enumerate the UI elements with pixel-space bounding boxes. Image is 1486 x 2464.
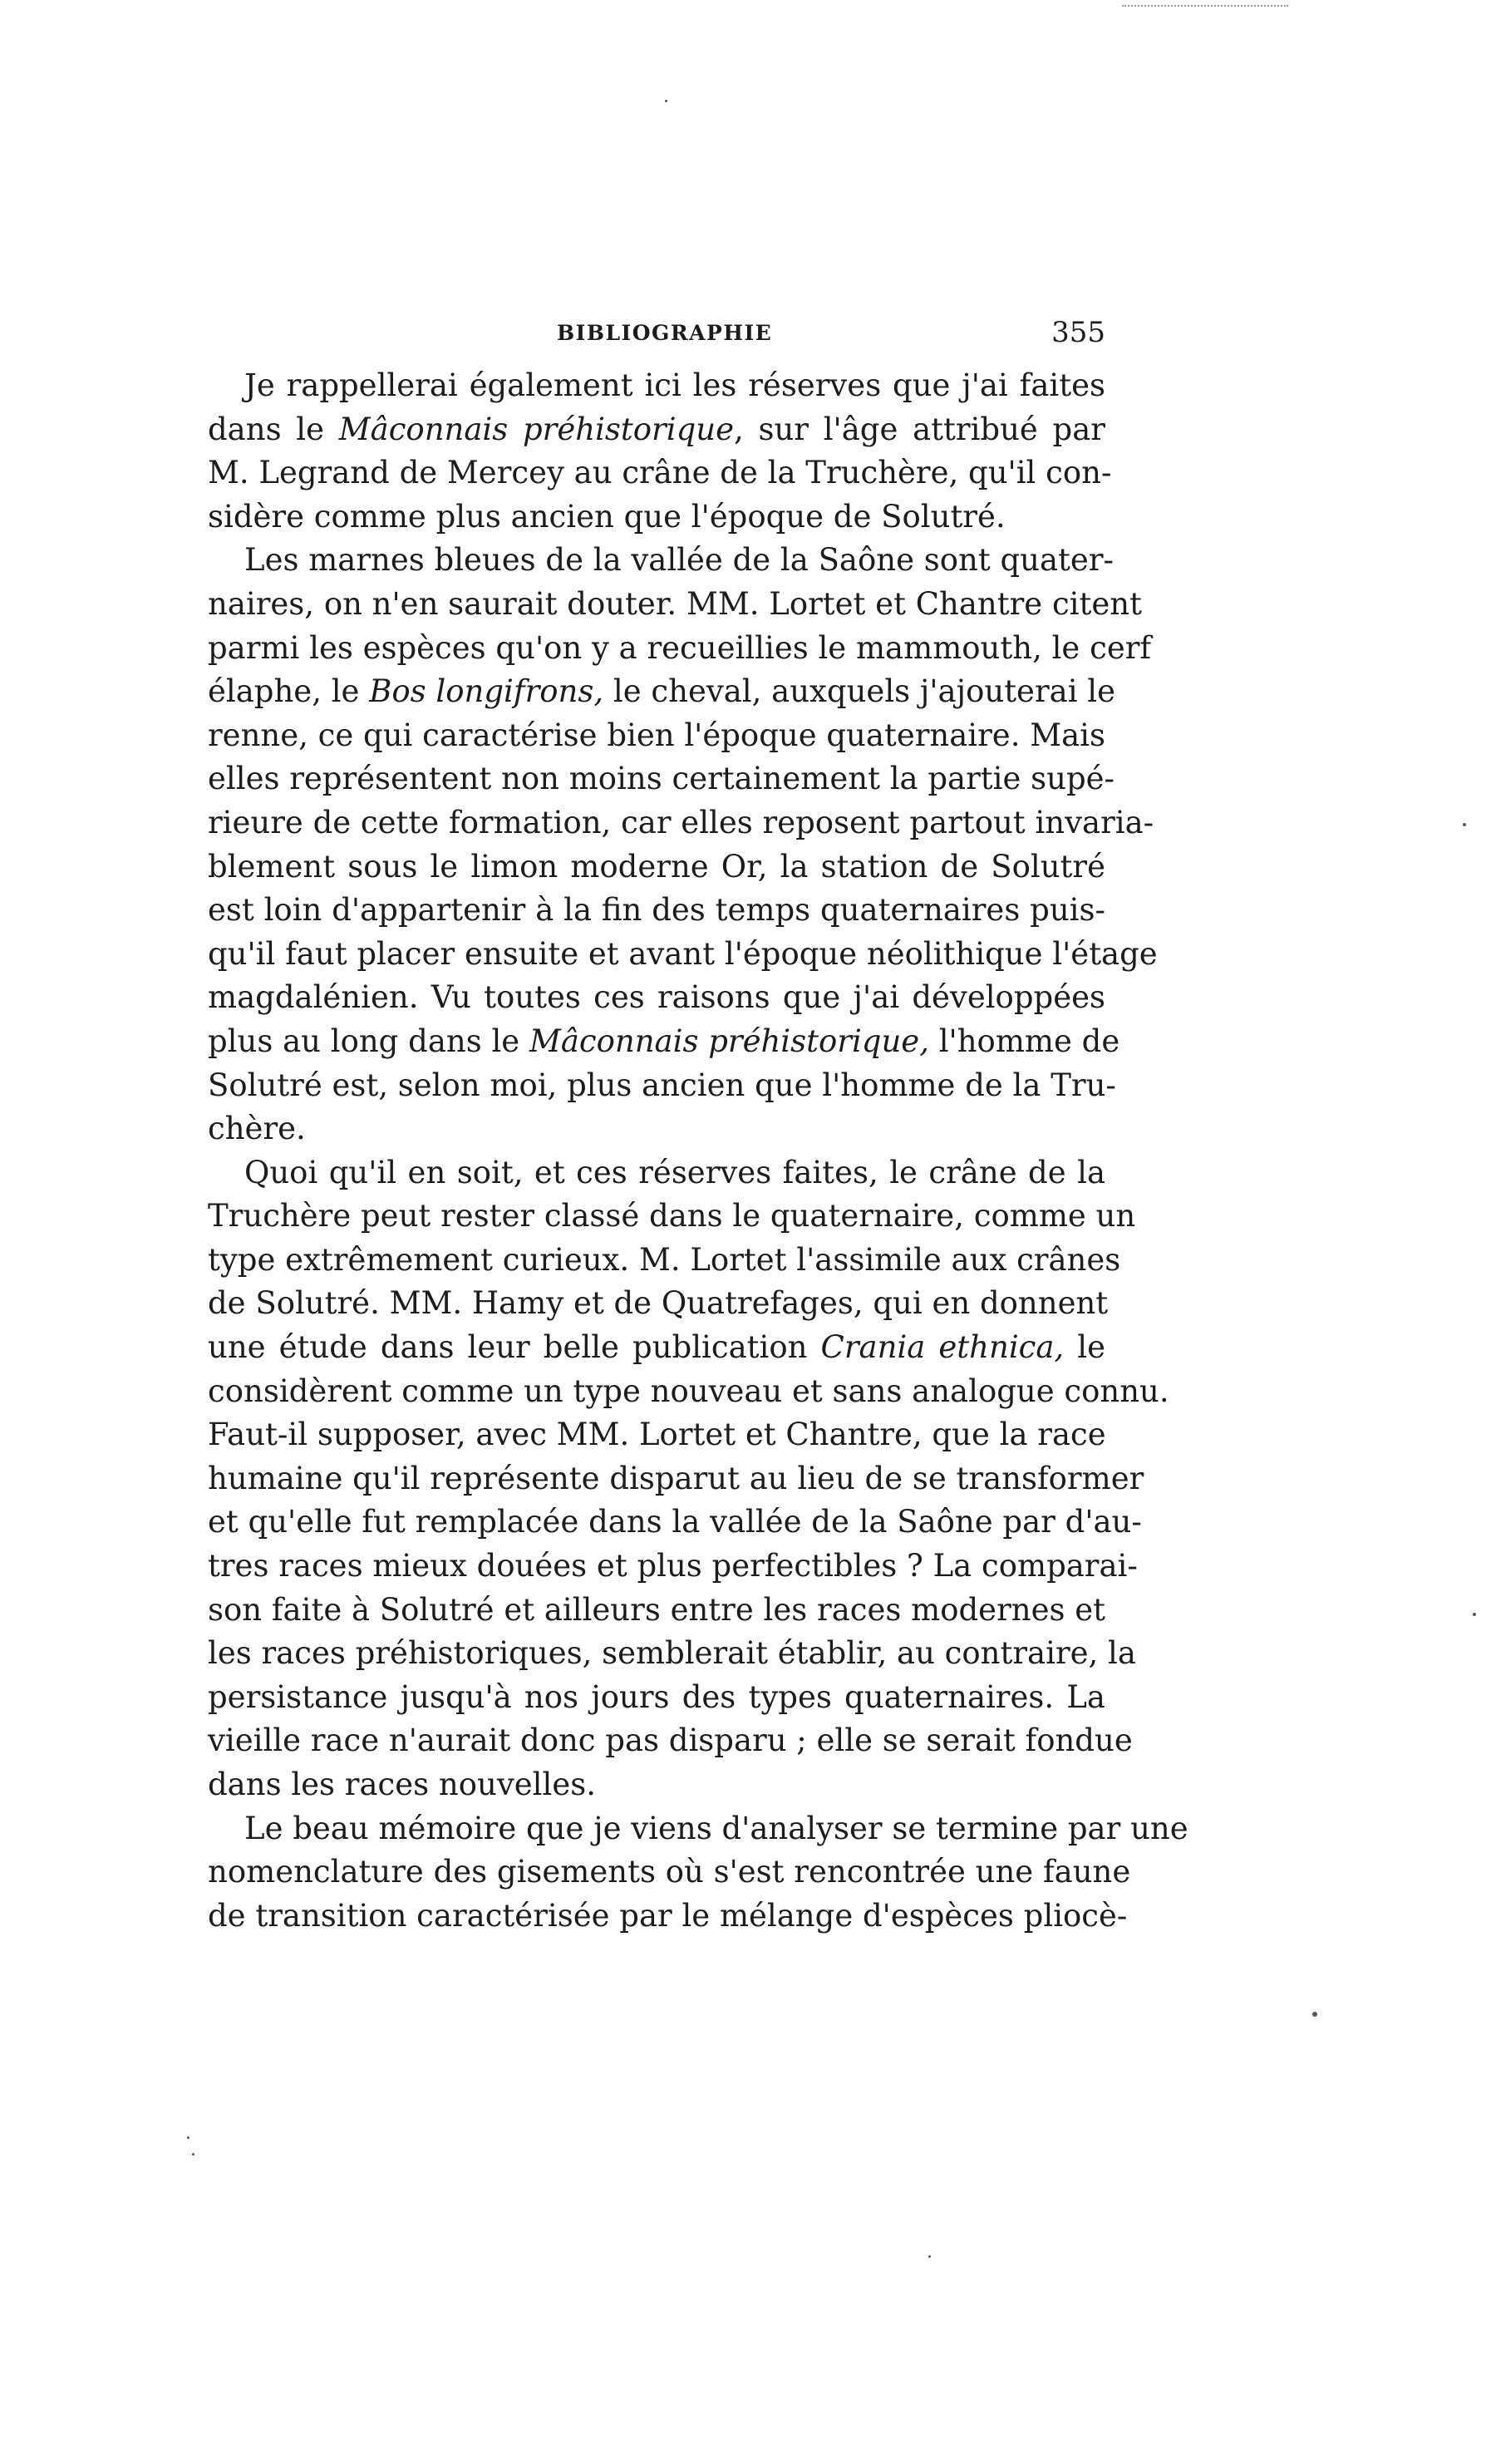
text-segment: considèrent comme un type nouveau et sans analogue connu.: [208, 1372, 1169, 1409]
text-segment: persistance jusqu'à nos jours des types quaternaires. La: [208, 1678, 1105, 1715]
text-segment: le: [1064, 1329, 1105, 1366]
text-segment: type extrêmement curieux. M. Lortet l'assimile aux crânes: [208, 1241, 1121, 1278]
text-line: [208, 801, 1154, 845]
text-line: [208, 451, 1112, 495]
italic-title: Mâconnais préhistorique,: [529, 1023, 929, 1059]
text-segment: Les marnes bleues de la vallée de la Saône sont quater-: [244, 542, 1114, 579]
page-header: [208, 316, 1105, 349]
top-edge-rule: [1122, 5, 1288, 7]
text-line: [208, 1326, 1105, 1370]
text-line: [208, 408, 1105, 452]
text-segment: Faut-il supposer, avec MM. Lortet et Chantre, que la race: [208, 1417, 1106, 1453]
text-line: [208, 1370, 1169, 1414]
text-segment: qu'il faut placer ensuite et avant l'époque néolithique l'étage: [208, 935, 1158, 972]
text-segment: de Solutré. MM. Hamy et de Quatrefages, qui en donnent: [208, 1285, 1109, 1322]
text-line: [208, 1282, 1109, 1326]
scan-speck: [192, 2153, 194, 2156]
text-segment: , sur l'âge attribué par: [733, 411, 1105, 447]
text-segment: elles représentent non moins certainement la partie supé-: [208, 761, 1115, 797]
text-line: [208, 1413, 1105, 1457]
text-segment: humaine qu'il représente disparut au lieu de se transformer: [208, 1460, 1144, 1496]
text-segment: nomenclature des gisements où s'est rencontrée une faune: [208, 1854, 1131, 1890]
scan-speck: [1463, 823, 1466, 826]
text-line: [208, 1589, 1105, 1633]
text-segment: M. Legrand de Mercey au crâne de la Truchère, qu'il con-: [208, 455, 1112, 491]
text-segment: et qu'elle fut remplacée dans la vallée de la Saône par d'au-: [208, 1504, 1142, 1540]
text-segment: dans les races nouvelles.: [208, 1767, 596, 1802]
text-segment: l'homme de: [928, 1023, 1120, 1059]
text-line: [208, 627, 1152, 671]
text-segment: chère.: [208, 1111, 306, 1147]
scan-speck: [928, 2255, 931, 2258]
text-line: [208, 1850, 1131, 1895]
text-line: [208, 976, 1105, 1020]
text-segment: Truchère peut rester classé dans le quaternaire, comme un: [208, 1198, 1136, 1234]
body-text: [208, 364, 1188, 1938]
scan-speck: [665, 100, 667, 102]
paragraph: [208, 1151, 1169, 1807]
text-segment: le cheval, auxquels j'ajouterai le: [603, 673, 1116, 710]
text-segment: parmi les espèces qu'on y a recueillies le mammouth, le cerf: [208, 629, 1152, 666]
text-segment: une étude dans leur belle publication: [208, 1329, 821, 1366]
text-segment: naires, on n'en saurait douter. MM. Lortet et Chantre citent: [208, 585, 1142, 622]
scan-speck: [1473, 1613, 1476, 1616]
text-line: [208, 539, 1114, 583]
paragraph: [208, 539, 1158, 1151]
text-segment: Je rappellerai également ici les réserves que j'ai faites: [244, 367, 1105, 403]
text-line: [208, 1763, 1105, 1807]
italic-title: Mâconnais préhistorique: [338, 411, 734, 447]
text-segment: Le beau mémoire que je viens d'analyser se termine par une: [244, 1810, 1188, 1846]
text-line: [208, 933, 1158, 977]
text-segment: les races préhistoriques, semblerait établir, au contraire, la: [208, 1635, 1136, 1672]
text-line: [208, 1020, 1120, 1064]
text-line: [208, 1719, 1133, 1763]
paragraph: [208, 1807, 1188, 1939]
text-segment: Solutré est, selon moi, plus ancien que l'homme de la Tru-: [208, 1067, 1116, 1103]
text-line: [208, 583, 1142, 627]
text-line: [208, 1545, 1138, 1589]
text-line: [208, 714, 1105, 758]
text-line: [208, 364, 1105, 408]
text-line: [208, 845, 1105, 890]
text-segment: tres races mieux douées et plus perfectibles ? La comparai-: [208, 1548, 1138, 1584]
text-line: [208, 1064, 1116, 1108]
text-line: [208, 1195, 1136, 1239]
text-line: [208, 757, 1115, 801]
text-line: [208, 1632, 1136, 1676]
paragraph: [208, 364, 1112, 539]
text-line: [208, 889, 1105, 933]
italic-title: Bos longifrons,: [369, 673, 604, 710]
text-segment: dans le: [208, 411, 339, 447]
text-segment: son faite à Solutré et ailleurs entre les races modernes et: [208, 1591, 1105, 1628]
text-segment: sidère comme plus ancien que l'époque de Solutré.: [208, 498, 1006, 535]
italic-title: Crania ethnica,: [820, 1329, 1065, 1366]
text-line: [208, 1457, 1144, 1501]
text-line: [208, 1151, 1105, 1195]
page-number: 355: [1051, 316, 1105, 349]
scan-speck: [1312, 2012, 1317, 2017]
running-title: BIBLIOGRAPHIE: [557, 321, 773, 345]
text-line: [208, 1895, 1128, 1939]
text-segment: Quoi qu'il en soit, et ces réserves faites, le crâne de la: [244, 1154, 1105, 1190]
text-line: [208, 670, 1116, 714]
text-segment: renne, ce qui caractérise bien l'époque quaternaire. Mais: [208, 717, 1105, 753]
text-segment: de transition caractérisée par le mélange d'espèces pliocè-: [208, 1897, 1128, 1934]
text-line: [208, 1501, 1142, 1545]
text-segment: blement sous le limon moderne Or, la station de Solutré: [208, 848, 1105, 885]
text-line: [208, 495, 1105, 540]
text-line: [208, 1107, 1105, 1151]
text-segment: vieille race n'aurait donc pas disparu ; elle se serait fondue: [208, 1722, 1133, 1759]
scan-speck: [187, 2136, 189, 2139]
text-segment: magdalénien. Vu toutes ces raisons que j'ai développées: [208, 979, 1105, 1016]
text-segment: élaphe, le: [208, 673, 370, 710]
text-segment: plus au long dans le: [208, 1023, 529, 1059]
text-line: [208, 1676, 1105, 1720]
text-segment: rieure de cette formation, car elles reposent partout invaria-: [208, 804, 1154, 840]
text-line: [208, 1807, 1188, 1851]
text-line: [208, 1239, 1121, 1283]
text-segment: est loin d'appartenir à la fin des temps quaternaires puis-: [208, 892, 1105, 929]
